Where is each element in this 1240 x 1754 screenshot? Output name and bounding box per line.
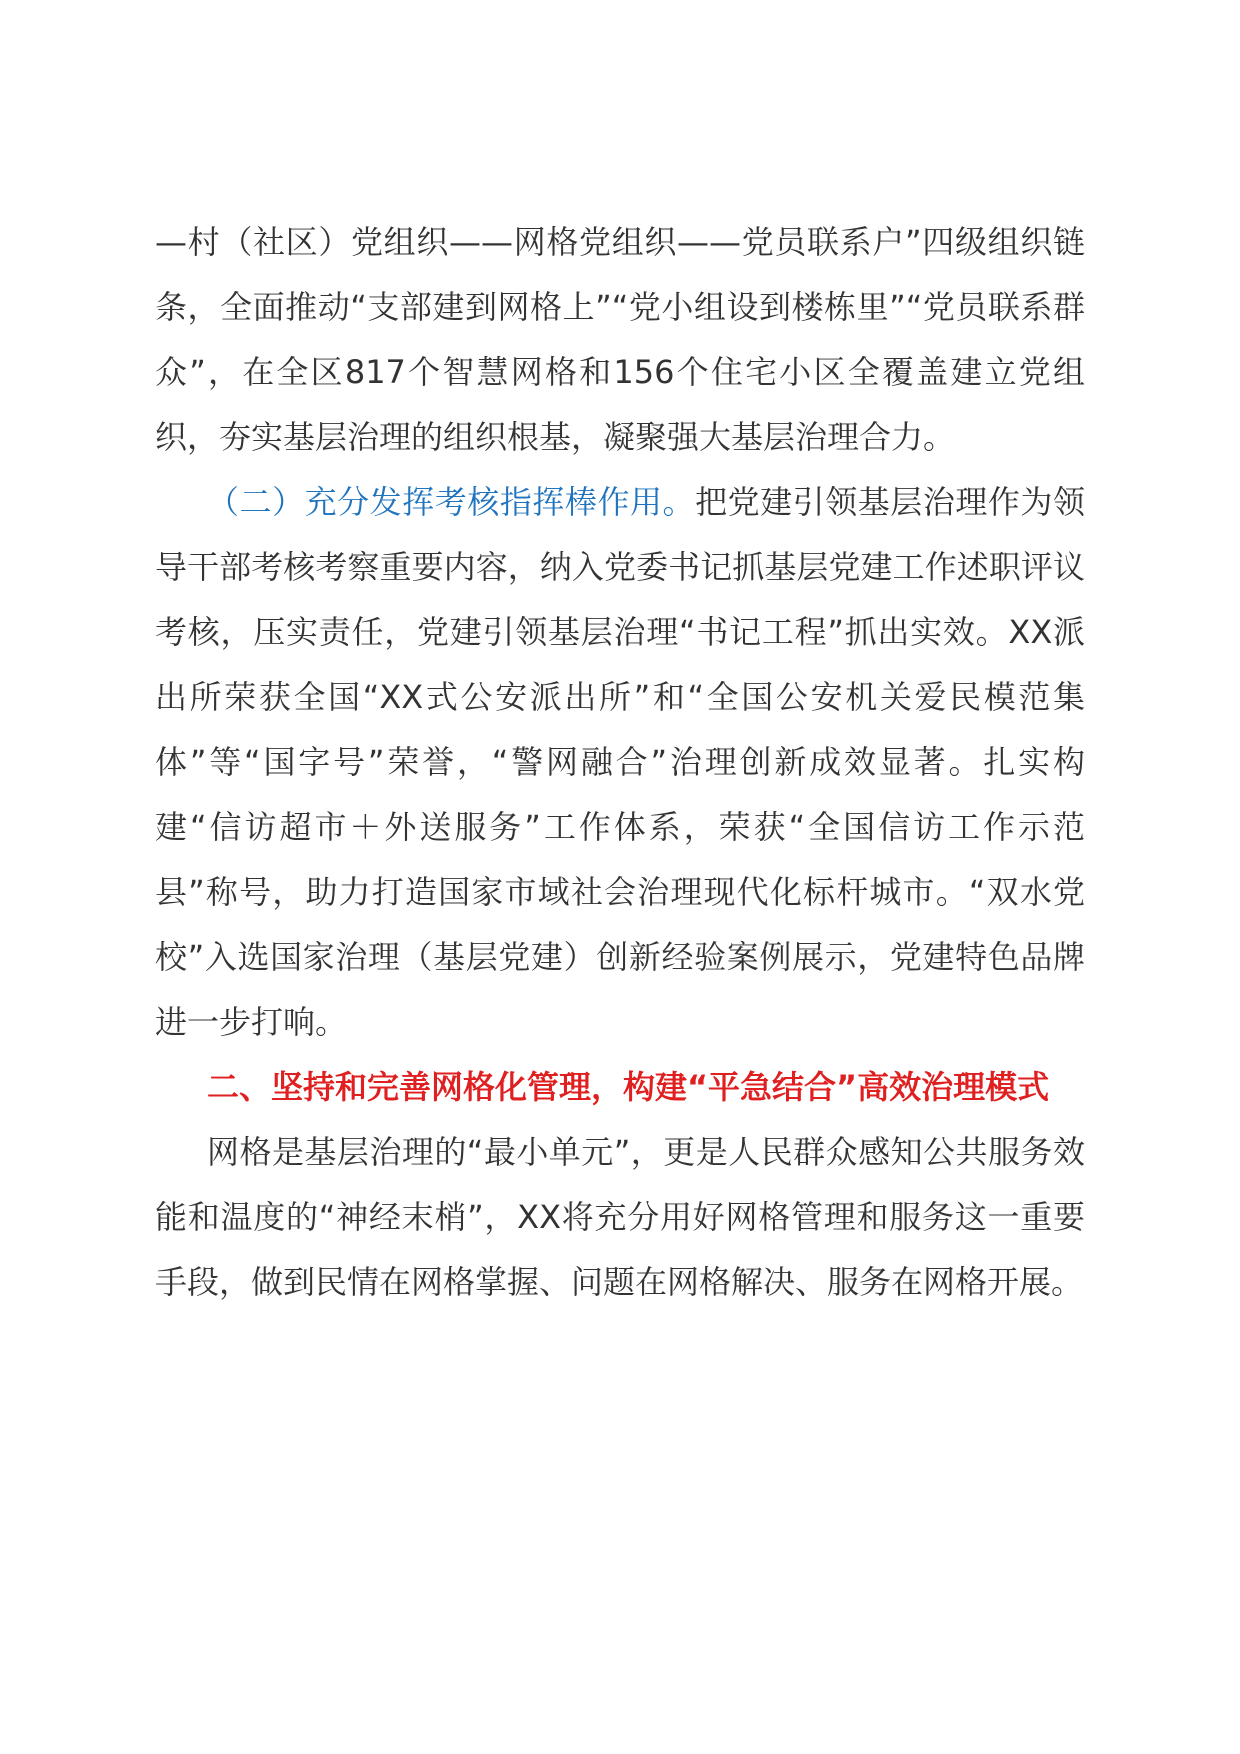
body-paragraph: 网格是基层治理的“最小单元”，更是人民群众感知公共服务效能和温度的“神经末梢”，XX将充分用好网格管理和服务这一重要手段，做到民情在网格掌握、问题在网格解决、服务在网格开展。	[155, 1133, 1085, 1301]
body-paragraph: —村（社区）党组织——网格党组织——党员联系户”四级组织链条，全面推动“支部建到网格上”“党小组设到楼栋里”“党员联系群众”，在全区817个智慧网格和156个住宅小区全覆盖建立党组织，夯实基层治理的组织根基，凝聚强大基层治理合力。	[155, 223, 1085, 456]
chapter-heading: 二、坚持和完善网格化管理，构建“平急结合”高效治理模式	[207, 1068, 1050, 1106]
section-body-text: 把党建引领基层治理作为领导干部考核考察重要内容，纳入党委书记抓基层党建工作述职评议考核，压实责任，党建引领基层治理“书记工程”抓出实效。XX派出所荣获全国“XX式公安派出所”和“全国公安机关爱民模范集体”等“国字号”荣誉，“警网融合”治理创新成效显著。扎实构建“信访超市＋外送服务”工作体系，荣获“全国信访工作示范县”称号，助力打造国家市域社会治理现代化标杆城市。“双水党校”入选国家治理（基层党建）创新经验案例展示，党建特色品牌进一步打响。	[155, 483, 1085, 1041]
document-body	[155, 210, 1085, 1315]
section-subheading: （二）充分发挥考核指挥棒作用。	[207, 483, 696, 521]
section-paragraph	[155, 470, 1085, 1055]
